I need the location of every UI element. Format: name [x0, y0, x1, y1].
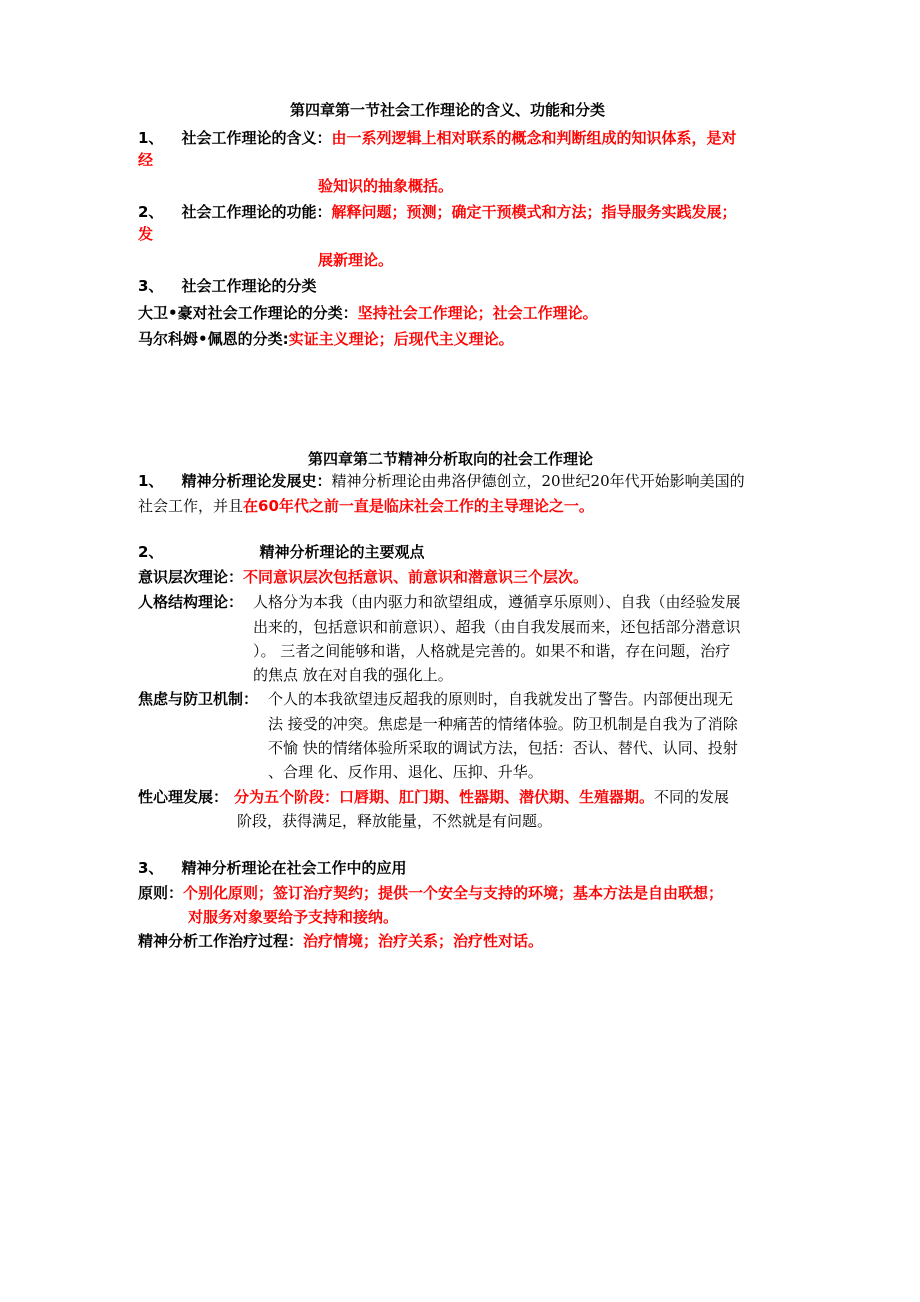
- s1-item3-num: 3、: [138, 277, 164, 295]
- s2-principles-red1: 个别化原则；签订治疗契约；提供一个安全与支持的环境；基本方法是自由联想；: [183, 884, 724, 902]
- s2-item2-num: 2、: [138, 543, 164, 561]
- s2-consciousness-label: 意识层次理论：: [138, 568, 244, 586]
- s2-personality-line: 人格分为本我（由内驱力和欲望组成，遵循享乐原则）、自我（由经验发展: [253, 593, 741, 611]
- s2-personality-line: 出来的，包括意识和前意识）、超我（由自我发展而来，还包括部分潜意识: [253, 618, 741, 636]
- s2-psychosexual-text1: 不同的发展: [654, 788, 730, 806]
- s2-process-value: 治疗情境；治疗关系；治疗性对话。: [303, 932, 544, 950]
- s1-item1-red2: 验知识的抽象概括。: [318, 177, 454, 195]
- s1-item2-red1: 解释问题；预测；确定干预模式和方法；指导服务实践发展；: [331, 203, 737, 221]
- s1-malcolm-line: [138, 328, 514, 350]
- s1-item2-wrap: 发: [138, 225, 154, 243]
- s2-item3-num: 3、: [138, 859, 164, 877]
- s2-item1-text2: 社会工作，并且: [138, 497, 244, 515]
- s1-item2-red2: 展新理论。: [318, 251, 394, 269]
- s2-psychosexual-label: 性心理发展：: [138, 788, 229, 806]
- section2-title: 第四章第二节精神分析取向的社会工作理论: [308, 450, 594, 468]
- s1-item3-label: 社会工作理论的分类: [181, 277, 317, 295]
- section1-title: 第四章第一节社会工作理论的含义、功能和分类: [290, 101, 606, 119]
- s1-item2-label: 社会工作理论的功能：: [181, 203, 332, 221]
- s1-item2-num: 2、: [138, 203, 164, 221]
- s1-item1-label: 社会工作理论的含义：: [181, 129, 332, 147]
- s1-item1-num: 1、: [138, 129, 164, 147]
- s2-personality-line: ）。 三者之间能够和谐，人格就是完善的。如果不和谐，存在问题，治疗: [253, 642, 731, 660]
- s2-process-line: [138, 930, 543, 952]
- s1-malcolm-value: 实证主义理论；后现代主义理论。: [288, 330, 514, 348]
- s2-principles-line: [138, 882, 723, 904]
- s1-item1-red1: 由一系列逻辑上相对联系的概念和判断组成的知识体系，是对: [331, 129, 737, 147]
- s2-anxiety-line: 不愉 快的情绪体验所采取的调试方法，包括：否认、替代、认同、投射: [268, 739, 738, 757]
- s2-psychosexual-red: 分为五个阶段：口唇期、肛门期、性器期、潜伏期、生殖器期。: [234, 788, 655, 806]
- s1-item3-line: [138, 275, 316, 297]
- s2-personality-line: 的焦点 放在对自我的强化上。: [253, 666, 453, 684]
- s2-item2-line: [138, 541, 424, 563]
- s2-consciousness-line: [138, 566, 588, 588]
- s2-anxiety-label: 焦虑与防卫机制：: [138, 690, 259, 708]
- s1-david-label: 大卫•豪对社会工作理论的分类：: [138, 304, 358, 322]
- s2-item3-line: [138, 857, 406, 879]
- s2-item1-red: 在60年代之前一直是临床社会工作的主导理论之一。: [243, 497, 594, 515]
- s2-principles-label: 原则：: [138, 884, 184, 902]
- s2-anxiety-line: 法 接受的冲突。焦虑是一种痛苦的情绪体验。防卫机制是自我为了消除: [268, 715, 738, 733]
- s2-principles-red2: 对服务对象要给予支持和接纳。: [188, 908, 399, 926]
- s2-item1-num: 1、: [138, 472, 164, 490]
- s2-consciousness-value: 不同意识层次包括意识、前意识和潜意识三个层次。: [243, 568, 589, 586]
- s1-item1-wrap: 经: [138, 151, 154, 169]
- s1-malcolm-label: 马尔科姆•佩恩的分类:: [138, 330, 289, 348]
- s2-item2-label: 精神分析理论的主要观点: [259, 543, 425, 561]
- s2-item1-line: [138, 470, 745, 492]
- s1-item1-line: [138, 127, 736, 149]
- s2-psychosexual-text2: 阶段，获得满足，释放能量，不然就是有问题。: [237, 812, 553, 830]
- s1-david-line: [138, 302, 598, 324]
- s2-anxiety-line: 、合理 化、反作用、退化、压抑、升华。: [268, 763, 543, 781]
- s2-item3-label: 精神分析理论在社会工作中的应用: [181, 859, 407, 877]
- s1-david-value: 坚持社会工作理论；社会工作理论。: [357, 304, 598, 322]
- s2-psychosexual-line: [138, 786, 729, 808]
- s2-item1-label: 精神分析理论发展史：: [181, 472, 332, 490]
- s2-personality-label: 人格结构理论：: [138, 593, 244, 611]
- s2-item1-line2: [138, 495, 594, 517]
- s2-anxiety-line: 个人的本我欲望违反超我的原则时，自我就发出了警告。内部便出现无: [268, 690, 734, 708]
- s1-item2-line: [138, 201, 736, 223]
- s2-item1-text1: 精神分析理论由弗洛伊德创立，20世纪20年代开始影响美国的: [331, 472, 745, 490]
- s2-process-label: 精神分析工作治疗过程：: [138, 932, 304, 950]
